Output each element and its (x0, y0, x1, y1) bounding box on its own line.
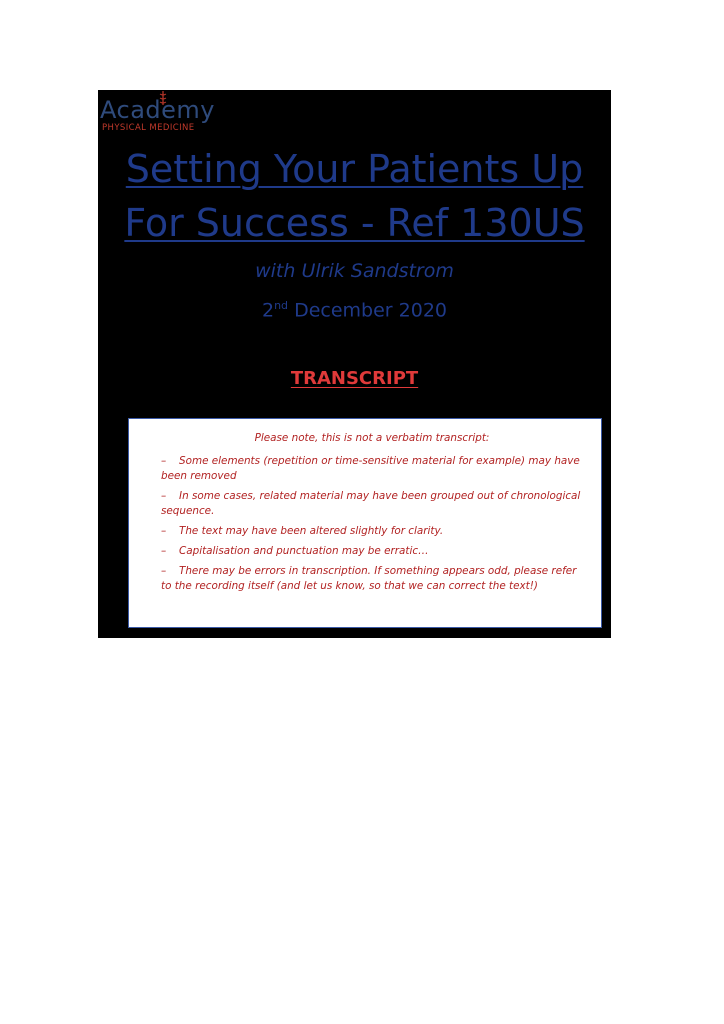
title-line-2: For Success - Ref 130US (124, 201, 585, 245)
disclaimer-item (161, 489, 583, 519)
logo-wordmark: Academy (100, 96, 215, 124)
disclaimer-item-text: In some cases, related material may have been grouped out of chronological sequence. (161, 490, 581, 517)
dash-bullet: – (161, 565, 167, 577)
dash-bullet: – (161, 490, 167, 502)
disclaimer-item-text: Capitalisation and punctuation may be erratic… (179, 545, 429, 557)
presenter-subtitle: with Ulrik Sandstrom (255, 260, 454, 282)
date-day: 2 (261, 299, 275, 322)
academy-logo (98, 94, 228, 134)
disclaimer-item-text: Some elements (repetition or time-sensitive material for example) may have been removed (161, 455, 580, 482)
disclaimer-item (161, 454, 583, 484)
dash-bullet: – (161, 525, 167, 537)
date-rest: December 2020 (294, 299, 448, 322)
disclaimer-item-text: There may be errors in transcription. If something appears odd, please refer to the recording itself (and let us know, so that we can correct the text!) (161, 565, 577, 592)
disclaimer-item (161, 544, 583, 559)
disclaimer-item (161, 564, 583, 594)
disclaimer-heading: Please note, this is not a verbatim transcript: (254, 432, 490, 444)
dash-bullet: – (161, 455, 167, 467)
disclaimer-box (128, 418, 602, 628)
cover-panel (98, 90, 611, 638)
logo-tagline: PHYSICAL MEDICINE (102, 123, 195, 133)
disclaimer-list (161, 454, 583, 594)
transcript-heading: TRANSCRIPT (290, 368, 419, 389)
document-title (98, 142, 611, 250)
caduceus-icon (158, 91, 168, 105)
disclaimer-item (161, 524, 583, 539)
title-line-1: Setting Your Patients Up (125, 147, 584, 191)
disclaimer-item-text: The text may have been altered slightly for clarity. (179, 525, 444, 537)
dash-bullet: – (161, 545, 167, 557)
session-date (98, 299, 611, 321)
date-ordinal: nd (274, 299, 289, 312)
